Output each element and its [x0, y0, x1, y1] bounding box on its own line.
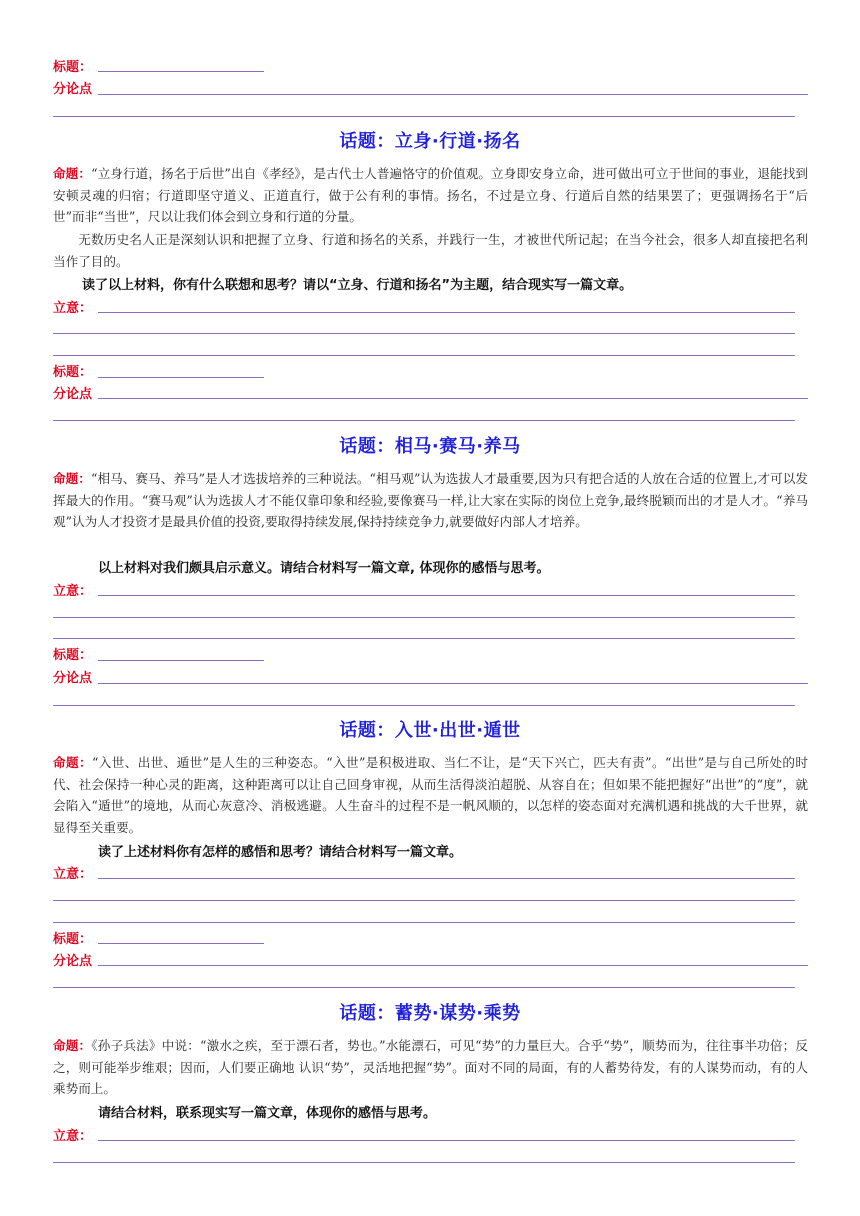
theme-blank-line[interactable] — [98, 312, 795, 313]
writing-line[interactable] — [53, 638, 795, 639]
points-label: 分论点 — [53, 82, 93, 97]
proposition-label: 命题： — [53, 471, 91, 486]
writing-prompt: 以上材料对我们颇具启示意义。请结合材料写一篇文章, 体现你的感悟与思考。 — [98, 561, 550, 576]
proposition-text: “立身行道，扬名于后世”出自《孝经》，是古代士人普遍恪守的价值观。立身即安身立命，进可做出可立于世间的事业，退能找到安顿灵魂的归宿；行道即坚守道义、正道直行，做于公有利的事情。扬名，不过是立身、行道后自然的结果罢了；更强调扬名于“后世”而非“当世”，尺以让我们体会到立身和行道的分量。 — [53, 166, 809, 224]
writing-line[interactable] — [53, 333, 795, 334]
theme-blank-line[interactable] — [98, 1140, 795, 1141]
writing-line[interactable] — [53, 1162, 795, 1163]
title-blank-line[interactable] — [98, 660, 264, 661]
points-blank-line[interactable] — [98, 965, 808, 966]
theme-label: 立意： — [53, 301, 93, 316]
proposition-paragraph — [53, 752, 808, 838]
proposition-label: 命题： — [53, 1038, 92, 1053]
topic-heading: 话题：相马·赛马·养马 — [339, 436, 521, 457]
writing-prompt: 读了以上材料，你有什么联想和思考？请以“立身、行道和扬名”为主题，结合现实写一篇文章。 — [82, 278, 633, 293]
proposition-paragraph — [53, 163, 808, 228]
points-label: 分论点 — [53, 954, 93, 969]
points-label: 分论点 — [53, 671, 93, 686]
theme-label: 立意： — [53, 867, 93, 882]
topic-heading: 话题：立身·行道·扬名 — [339, 131, 521, 152]
title-label: 标题： — [53, 648, 93, 663]
writing-prompt: 读了上述材料你有怎样的感悟和思考？请结合材料写一篇文章。 — [98, 845, 463, 860]
title-label: 标题： — [53, 60, 93, 75]
topic-heading: 话题：蓄势·谋势·乘势 — [339, 1003, 521, 1024]
proposition-text: 《孙子兵法》中说：“激水之疾，至于漂石者，势也。”水能漂石，可见“势”的力量巨大。合乎“势”，顺势而为，往往事半功倍；反之，则可能举步维艰；因而，人们要正确地 认识“势”，灵活地把握“势”。面对不同的局面，有的人蓄势待发，有的人谋势而动，有的人乘势而上。 — [53, 1038, 809, 1096]
points-blank-line[interactable] — [98, 683, 808, 684]
topic-heading: 话题：入世·出世·遁世 — [339, 720, 521, 741]
points-blank-line[interactable] — [98, 94, 808, 95]
writing-line[interactable] — [53, 116, 795, 117]
writing-line[interactable] — [53, 922, 795, 923]
theme-label: 立意： — [53, 1129, 93, 1144]
title-blank-line[interactable] — [98, 943, 264, 944]
writing-line[interactable] — [53, 705, 795, 706]
title-blank-line[interactable] — [98, 377, 264, 378]
proposition-label: 命题： — [53, 755, 92, 770]
proposition-label: 命题： — [53, 166, 92, 181]
title-label: 标题： — [53, 365, 93, 380]
writing-line[interactable] — [53, 617, 795, 618]
theme-label: 立意： — [53, 584, 93, 599]
material-paragraph: 无数历史名人正是深刻认识和把握了立身、行道和扬名的关系，并践行一生，才被世代所记起；在当今社会，很多人却直接把名利当作了目的。 — [53, 232, 808, 269]
proposition-paragraph — [53, 1035, 808, 1100]
writing-line[interactable] — [53, 355, 795, 356]
theme-blank-line[interactable] — [98, 595, 795, 596]
proposition-paragraph — [53, 468, 808, 533]
writing-line[interactable] — [53, 987, 795, 988]
proposition-text: “相马、赛马、养马”是人才选拔培养的三种说法。“相马观”认为选拔人才最重要,因为只有把合适的人放在合适的位置上,才可以发挥最大的作用。“赛马观”认为选拔人才不能仅靠印象和经验,要像赛马一样,让大家在实际的岗位上竞争,最终脱颖而出的才是人才。“养马观”认为人才投资才是最具价值的投资,要取得持续发展,保持持续竞争力,就要做好内部人才培养。 — [53, 471, 809, 529]
writing-prompt: 请结合材料，联系现实写一篇文章，体现你的感悟与思考。 — [98, 1106, 437, 1121]
writing-line[interactable] — [53, 420, 795, 421]
proposition-text: “入世、出世、遁世”是人生的三种姿态。“入世”是积极进取、当仁不让，是“天下兴亡，匹夫有责”。“出世”是与自己所处的时代、社会保持一种心灵的距离，这种距离可以让自己回身审视，从而生活得淡泊超脱、从容自在；但如果不能把握好“出世”的“度”，就会陷入“遁世”的境地，从而心灰意冷、消极逃避。人生奋斗的过程不是一帆风顺的，以怎样的姿态面对充满机遇和挑战的大千世界，就显得至关重要。 — [53, 755, 808, 835]
writing-line[interactable] — [53, 900, 795, 901]
theme-blank-line[interactable] — [98, 878, 795, 879]
points-label: 分论点 — [53, 387, 93, 402]
title-label: 标题： — [53, 932, 93, 947]
title-blank-line[interactable] — [98, 71, 264, 72]
points-blank-line[interactable] — [98, 398, 808, 399]
